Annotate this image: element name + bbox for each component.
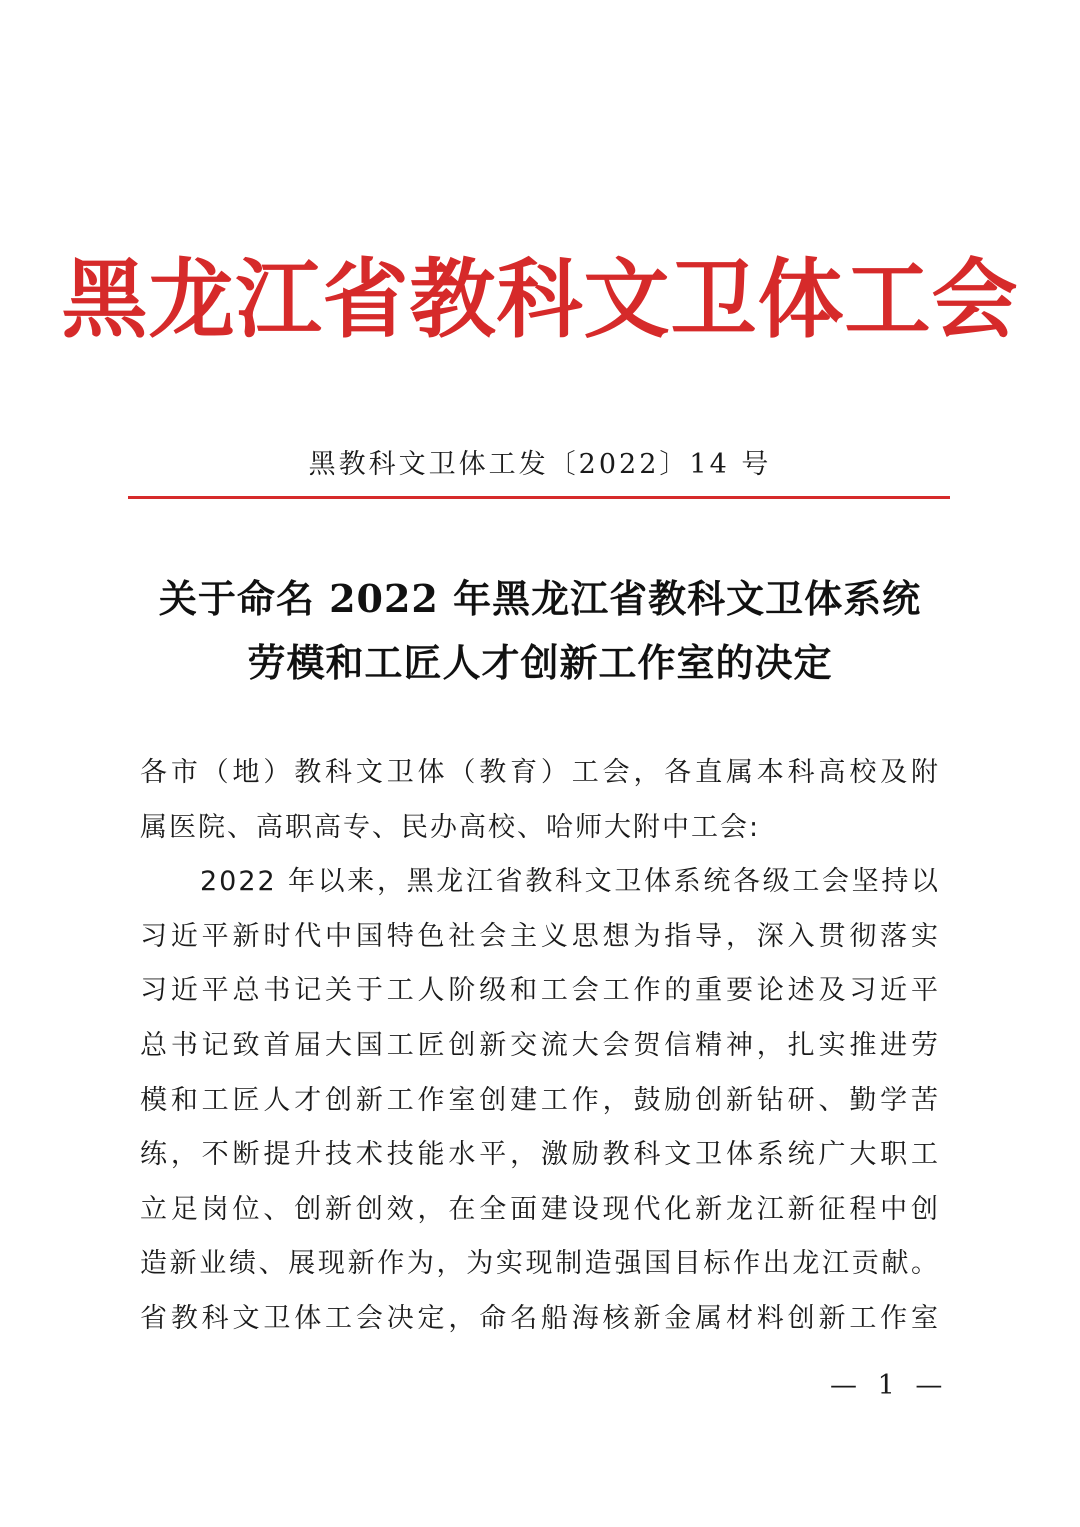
salutation-line-1: 各市（地）教科文卫体（教育）工会，各直属本科高校及附 <box>140 757 940 788</box>
paragraph-line-5: 模和工匠人才创新工作室创建工作，鼓励创新钻研、勤学苦 <box>140 1084 940 1116</box>
paragraph-line-6: 练，不断提升技术技能水平，激励教科文卫体系统广大职工 <box>140 1139 940 1171</box>
paragraph-line-3: 习近平总书记关于工人阶级和工会工作的重要论述及习近平 <box>140 975 940 1007</box>
document-body <box>140 746 940 1347</box>
document-number: 黑教科文卫体工发〔2022〕14 号 <box>308 449 772 480</box>
paragraph-line-4: 总书记致首届大国工匠创新交流大会贺信精神，扎实推进劳 <box>140 1029 940 1061</box>
document-title-line-2: 劳模和工匠人才创新工作室的决定 <box>247 640 833 685</box>
masthead-org-name: 黑龙江省教科文卫体工会 <box>61 250 1019 350</box>
paragraph-line-7: 立足岗位、创新创效，在全面建设现代化新龙江新征程中创 <box>140 1193 940 1225</box>
red-divider-line <box>128 496 950 499</box>
paragraph-line-9: 省教科文卫体工会决定，命名船海核新金属材料创新工作室 <box>140 1302 940 1334</box>
document-title-line-1: 关于命名 2022 年黑龙江省教科文卫体系统 <box>158 576 922 621</box>
paragraph-line-8: 造新业绩、展现新作为，为实现制造强国目标作出龙江贡献。 <box>140 1248 940 1280</box>
paragraph-line-2: 习近平新时代中国特色社会主义思想为指导，深入贯彻落实 <box>140 920 940 952</box>
paragraph-line-1: 2022 年以来，黑龙江省教科文卫体系统各级工会坚持以 <box>200 866 940 898</box>
salutation-line-2: 属医院、高职高专、民办高校、哈师大附中工会: <box>140 811 761 843</box>
page-number: — 1 — <box>830 1370 949 1401</box>
